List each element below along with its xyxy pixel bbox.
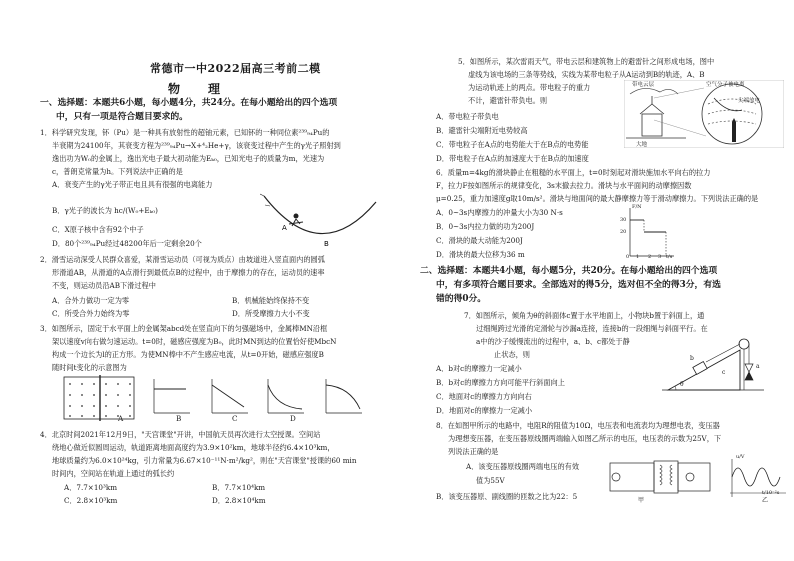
q5-line1: 5．如图所示，某次雷雨天气，带电云层和建筑物上的避雷针之间形成电场，图中: [458, 57, 715, 66]
graph-label-a: A: [118, 414, 124, 423]
q6-graph-xtick-0: 0: [626, 254, 630, 260]
q5-option-d: D．带电粒子在A点的加速度大于在B点的加速度: [436, 154, 589, 163]
q1-option-b: B．γ光子的波长为 hc/(W₀+Eₖ₀): [52, 206, 158, 215]
q5-line2: 虚线为该电场的三条等势线，实线为某带电粒子从A运动到B的轨迹，A、B: [468, 70, 705, 79]
q7-line4: 止状态，则: [494, 350, 530, 359]
q7-fig-a: a: [756, 363, 760, 370]
q3-line3: 构成一个边长为l的正方形。为使MN棒中不产生感应电流，从t=0开始，磁感应强度B: [52, 350, 324, 359]
section1-line2: 中，只有一项是符合题目要求的。: [56, 112, 188, 122]
q3-figures: [50, 375, 400, 423]
exam-title: 常德市一中2022届高三考前二模: [150, 62, 321, 75]
q8-circuit-figure: [606, 455, 788, 499]
q7-fig-theta: θ: [680, 381, 684, 388]
q2-option-c: C．所受合外力始终为零: [52, 309, 130, 318]
q8-fig-u-label: u/V: [736, 454, 745, 460]
q5-fig-cloud: 带电云层: [632, 82, 655, 88]
section2-line1: 二、选择题：本题共4小题，每小题5分，共20分。在每小题给出的四个选项: [420, 266, 718, 276]
q7-option-c: C．地面对c的摩擦力方向向右: [436, 392, 532, 401]
q4-option-a: A．7.7×10³km: [64, 483, 118, 492]
q8-line3: 列说法正确的是: [448, 447, 499, 456]
q4-option-b: B．7.7×10⁴km: [212, 483, 266, 492]
q7-line2: 过细绳跨过光滑的定滑轮与沙漏a连接，连接b的一段细绳与斜面平行。在: [476, 324, 708, 333]
q6-line3: μ=0.25，重力加速度g取10m/s²。滑块与地面间的最大静摩擦力等于滑动摩擦力。下列说法正确的是: [436, 194, 759, 203]
q1-line1: 1．科学研究发现，钚（Pu）是一种具有放射性的超铀元素，已知钚的一种同位素²³⁹₉₄Pu的: [40, 128, 330, 137]
q8-fig-t-label: t/10⁻²s: [762, 490, 780, 496]
q6-option-c: C．滑块的最大动能为200J: [436, 236, 523, 245]
q1-line3: 逸出功为W₀的金属上，逸出光电子最大初动能为Eₖ₀，已知光电子的质量为m，光速为: [52, 154, 325, 163]
q8-line2: 为理想变压器，在变压器原线圈两端输入如图乙所示的电压，电压表的示数为25V，下: [448, 434, 722, 443]
q7-option-b: B．b对c的摩擦力方向可能平行斜面向上: [436, 378, 565, 387]
q1-option-a: A．衰变产生的γ光子带正电且具有很强的电离能力: [52, 180, 213, 189]
q7-fig-c: c: [722, 369, 726, 376]
q6-graph-ytick-20: 20: [620, 229, 627, 235]
q8-line1: 8．在如图甲所示的电路中，电阻R的阻值为10Ω，电压表和电流表均为理想电表，变压器: [436, 421, 720, 430]
q1-line4: c，普朗克常量为h。下列说法中正确的是: [52, 167, 183, 176]
q2-option-d: D．所受摩擦力大小不变: [232, 309, 310, 318]
q2-option-a: A．合外力做功一定为零: [52, 296, 130, 305]
q1-line2: 半衰期为24100年，其衰变方程为²³⁹₉₄Pu→X+⁴₂He+γ，该衰变过程中产生的γ光子照射到: [52, 141, 341, 150]
q4-option-d: D．2.8×10⁴km: [212, 496, 266, 505]
q6-graph-ytick-30: 30: [620, 217, 627, 223]
section2-line3: 错的得0分。: [436, 294, 487, 304]
q4-option-c: C．2.8×10³km: [64, 496, 118, 505]
q8-fig-jia: 甲: [638, 497, 645, 504]
q8-option-a-line1: A．该变压器原线圈两端电压的有效: [466, 462, 580, 471]
q6-graph-xtick-2: 2: [648, 254, 652, 260]
q4-line2: 绕地心做近似圆周运动，轨道距离地面高度约为3.9×10²km，地球半径约6.4×10³km，: [52, 443, 335, 452]
q6-graph-xtick-1: 1: [636, 254, 640, 260]
q6-line1: 6．质量m=4kg的滑块静止在粗糙的水平面上，t=0时刻起对滑块施加水平向右的拉力: [436, 168, 711, 177]
graph-label-c: C: [232, 414, 238, 423]
q7-option-d: D．地面对c的摩擦力一定减小: [436, 406, 533, 415]
section1-line1: 一、选择题：本题共6小题，每小题4分，共24分。在每小题给出的四个选项: [40, 98, 338, 108]
q7-line3: a中的沙子缓慢流出的过程中，a、b、c都处于静: [476, 337, 630, 346]
ski-slope-figure: [260, 188, 380, 248]
q2-option-b: B．机械能始终保持不变: [232, 296, 310, 305]
q6-graph-xtick-3: 3: [658, 254, 662, 260]
q4-line4: 时间内，空间站在轨道上通过的弧长约: [52, 469, 175, 478]
q7-line1: 7．如图所示，倾角为θ的斜面体c置于水平地面上，小物块b置于斜面上，通: [464, 311, 705, 320]
graph-label-d: D: [290, 414, 296, 423]
q5-line4: 不计，避雷针带负电。则: [468, 96, 548, 105]
q3-line1: 3．如图所示，固定于水平面上的金属架abcd处在竖直向下的匀强磁场中，金属棒MN沿框: [40, 324, 328, 333]
q5-option-b: B．避雷针尖端附近电势较高: [436, 126, 528, 135]
q4-line1: 4．北京时间2021年12月9日，"天宫课堂"开讲，中国航天员再次进行太空授课。空间站: [40, 430, 321, 439]
q7-incline-figure: [658, 330, 784, 394]
q5-line3: 为运动轨迹上的两点。带电粒子的重力: [468, 83, 591, 92]
q5-lightning-figure: [624, 80, 784, 148]
graph-label-b: B: [176, 414, 182, 423]
q8-option-a-line2: 值为55V: [476, 476, 505, 485]
q7-option-a: A．b对c的摩擦力一定减小: [436, 364, 522, 373]
q4-line3: 地球质量约为6.0×10²⁴kg，引力常量为6.67×10⁻¹¹N·m²/kg²，则在"天宫课堂"授课的60 min: [52, 456, 357, 465]
q3-line4: 随时间t变化的示意图为: [52, 363, 127, 372]
q6-line2: F，拉力F按如图所示的规律变化，3s末撤去拉力。滑块与水平面间的动摩擦因数: [436, 181, 692, 190]
right-column: [410, 0, 794, 561]
q6-graph-xlabel: t/s: [666, 254, 673, 260]
q6-option-d: D．滑块的最大位移为36 m: [436, 250, 525, 259]
q8-option-b: B．该变压器原、副线圈的匝数之比为22：5: [436, 492, 578, 501]
q1-option-d: D．80个²³⁹₉₄Pu经过48200年后一定剩余20个: [52, 239, 202, 248]
svg-text:B: B: [324, 240, 329, 248]
q5-fig-corona: 尖端放电: [738, 98, 761, 104]
q6-option-b: B．0~3s内拉力做的功为200J: [436, 222, 535, 231]
q6-option-a: A．0~3s内摩擦力的冲量大小为30 N·s: [436, 208, 563, 217]
q8-fig-yi: 乙: [762, 497, 769, 504]
q1-option-c: C．X原子核中含有92个中子: [52, 225, 144, 234]
q2-line2: 形滑道AB，从滑道的A点滑行到最低点B的过程中，由于摩擦力的存在，运动员的速率: [52, 268, 325, 277]
subject-title: 物理: [168, 82, 249, 96]
q7-fig-b: b: [690, 355, 694, 362]
q5-fig-arc: 空气分子被电离: [706, 82, 745, 88]
q3-line2: 架以速度v向右做匀速运动。t=0时，磁感应强度为B₀，此时MN到达的位置恰好使MbcN: [52, 337, 337, 346]
q2-line3: 不变，则运动员沿AB下滑过程中: [52, 281, 156, 290]
svg-text:A: A: [282, 224, 287, 232]
q5-option-c: C．带电粒子在A点的电势能大于在B点的电势能: [436, 140, 589, 149]
q2-line1: 2．滑雪运动深受人民群众喜爱，某滑雪运动员（可视为质点）由坡道进入竖直面内的圆弧: [40, 255, 325, 264]
section2-line2: 中，有多项符合题目要求。全部选对的得5分，选对但不全的得3分，有选: [436, 280, 721, 290]
q5-fig-ground: 大地: [636, 142, 648, 148]
q6-graph-ylabel: F/N: [632, 204, 642, 210]
q5-option-a: A．带电粒子带负电: [436, 112, 499, 121]
